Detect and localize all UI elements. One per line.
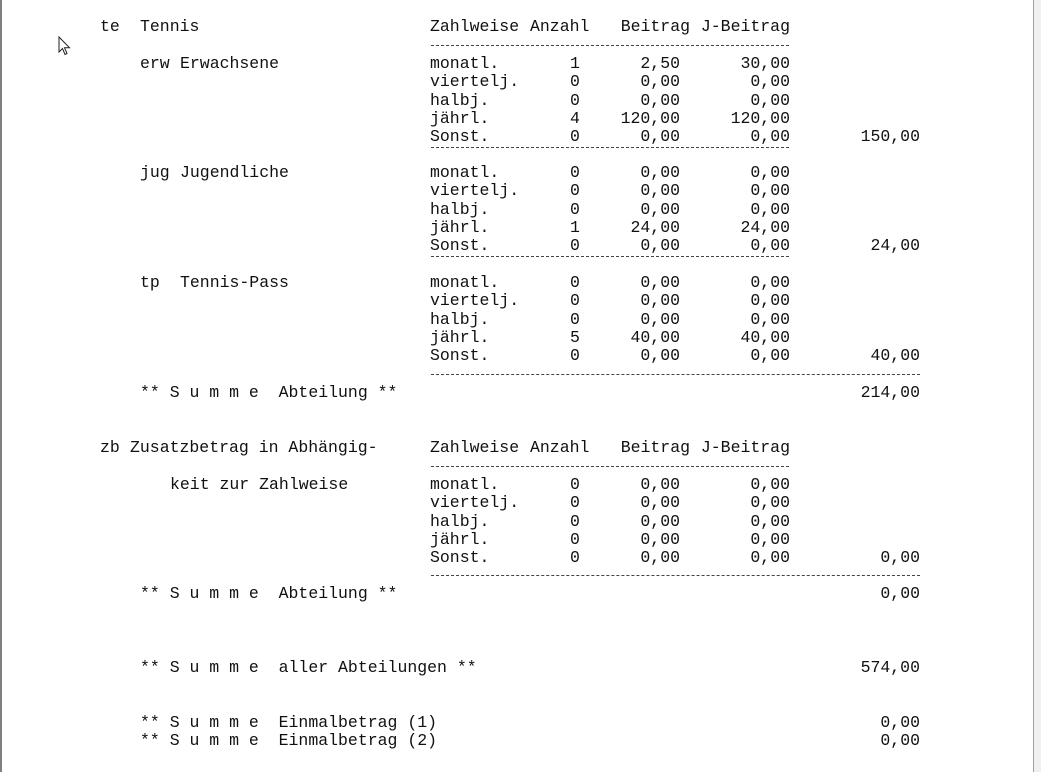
- beitrag-cell: 0,00: [640, 475, 680, 494]
- jbeitrag-cell: 0,00: [750, 72, 790, 92]
- zahlweise-cell: monatl.: [430, 54, 500, 73]
- anzahl-cell: 0: [570, 511, 580, 531]
- group-separator: [431, 147, 789, 148]
- group-name: Tennis-Pass: [180, 273, 289, 292]
- beitrag-cell: 120,00: [620, 108, 680, 128]
- jbeitrag-cell: 0,00: [750, 127, 790, 147]
- column-header-beitrag: Beitrag: [620, 17, 690, 36]
- anzahl-cell: 0: [570, 236, 580, 256]
- anzahl-cell: 0: [570, 163, 580, 182]
- jbeitrag-cell: 40,00: [740, 327, 790, 347]
- zahlweise-cell: monatl.: [430, 273, 500, 292]
- zahlweise-cell: viertelj.: [430, 291, 520, 311]
- column-header-anzahl: Anzahl: [530, 438, 590, 457]
- zahlweise-cell: viertelj.: [430, 72, 520, 92]
- beitrag-cell: 0,00: [640, 163, 680, 182]
- anzahl-cell: 0: [570, 346, 580, 366]
- zahlweise-cell: Sonst.: [430, 548, 490, 568]
- beitrag-cell: 2,50: [640, 54, 680, 73]
- dept-sum-label: ** S u m m e Abteilung **: [140, 584, 398, 603]
- one-time-2-value: 0,00: [880, 731, 920, 750]
- header-separator: [431, 45, 789, 46]
- jbeitrag-cell: 0,00: [750, 90, 790, 110]
- jbeitrag-cell: 0,00: [750, 475, 790, 494]
- beitrag-cell: 0,00: [640, 181, 680, 201]
- jbeitrag-cell: 0,00: [750, 273, 790, 292]
- mouse-cursor-icon: [58, 36, 71, 56]
- jbeitrag-cell: 120,00: [730, 108, 790, 128]
- beitrag-cell: 0,00: [640, 273, 680, 292]
- group-total: 0,00: [880, 548, 920, 568]
- grand-total-value: 574,00: [860, 658, 920, 677]
- grand-total-label: ** S u m m e aller Abteilungen **: [140, 658, 477, 677]
- jbeitrag-cell: 0,00: [750, 181, 790, 201]
- dept-sum-separator: [431, 374, 920, 375]
- jbeitrag-cell: 0,00: [750, 548, 790, 568]
- dept-sum-label: ** S u m m e Abteilung **: [140, 383, 398, 402]
- beitrag-cell: 0,00: [640, 90, 680, 110]
- group-name: Erwachsene: [180, 54, 280, 73]
- anzahl-cell: 0: [570, 475, 580, 494]
- dept-name-continued: keit zur Zahlweise: [170, 475, 349, 494]
- column-header-jbeitrag: J-Beitrag: [700, 17, 790, 36]
- zahlweise-cell: halbj.: [430, 90, 490, 110]
- beitrag-cell: 0,00: [640, 236, 680, 256]
- zahlweise-cell: halbj.: [430, 199, 490, 219]
- zahlweise-cell: jährl.: [430, 529, 490, 549]
- column-header-zahlweise: Zahlweise: [430, 438, 520, 457]
- header-separator: [431, 466, 789, 467]
- jbeitrag-cell: 0,00: [750, 163, 790, 182]
- zahlweise-cell: viertelj.: [430, 181, 520, 201]
- one-time-1-label: ** S u m m e Einmalbetrag (1): [140, 713, 438, 732]
- group-total: 40,00: [870, 346, 920, 366]
- anzahl-cell: 5: [570, 327, 580, 347]
- column-header-beitrag: Beitrag: [620, 438, 690, 457]
- window-right-border: [1033, 0, 1041, 772]
- zahlweise-cell: jährl.: [430, 327, 490, 347]
- group-total: 24,00: [870, 236, 920, 256]
- beitrag-cell: 0,00: [640, 127, 680, 147]
- beitrag-cell: 0,00: [640, 199, 680, 219]
- zahlweise-cell: viertelj.: [430, 493, 520, 513]
- anzahl-cell: 0: [570, 181, 580, 201]
- jbeitrag-cell: 0,00: [750, 199, 790, 219]
- zahlweise-cell: monatl.: [430, 163, 500, 182]
- beitrag-cell: 0,00: [640, 72, 680, 92]
- beitrag-cell: 40,00: [630, 327, 680, 347]
- zahlweise-cell: halbj.: [430, 309, 490, 329]
- jbeitrag-cell: 30,00: [740, 54, 790, 73]
- anzahl-cell: 0: [570, 529, 580, 549]
- group-name: Jugendliche: [180, 163, 289, 182]
- anzahl-cell: 1: [570, 54, 580, 73]
- dept-sum-value: 0,00: [880, 584, 920, 603]
- beitrag-cell: 0,00: [640, 493, 680, 513]
- group-code: tp: [140, 273, 160, 292]
- beitrag-cell: 0,00: [640, 309, 680, 329]
- anzahl-cell: 0: [570, 72, 580, 92]
- zahlweise-cell: jährl.: [430, 217, 490, 237]
- jbeitrag-cell: 0,00: [750, 236, 790, 256]
- zahlweise-cell: Sonst.: [430, 127, 490, 147]
- column-header-anzahl: Anzahl: [530, 17, 590, 36]
- jbeitrag-cell: 0,00: [750, 309, 790, 329]
- group-total: 150,00: [860, 127, 920, 147]
- beitrag-cell: 0,00: [640, 346, 680, 366]
- zahlweise-cell: monatl.: [430, 475, 500, 494]
- dept-sum-separator: [431, 575, 920, 576]
- column-header-jbeitrag: J-Beitrag: [700, 438, 790, 457]
- group-separator: [431, 256, 789, 257]
- column-header-zahlweise: Zahlweise: [430, 17, 520, 36]
- one-time-2-label: ** S u m m e Einmalbetrag (2): [140, 731, 438, 750]
- dept-code: te: [100, 17, 120, 36]
- group-code: jug: [140, 163, 170, 182]
- group-code: erw: [140, 54, 170, 73]
- anzahl-cell: 0: [570, 90, 580, 110]
- zahlweise-cell: jährl.: [430, 108, 490, 128]
- anzahl-cell: 0: [570, 199, 580, 219]
- anzahl-cell: 1: [570, 217, 580, 237]
- jbeitrag-cell: 0,00: [750, 346, 790, 366]
- dept-code: zb: [100, 438, 120, 457]
- anzahl-cell: 0: [570, 493, 580, 513]
- beitrag-cell: 24,00: [630, 217, 680, 237]
- zahlweise-cell: Sonst.: [430, 236, 490, 256]
- beitrag-cell: 0,00: [640, 548, 680, 568]
- zahlweise-cell: halbj.: [430, 511, 490, 531]
- window-left-border: [0, 0, 2, 772]
- anzahl-cell: 0: [570, 291, 580, 311]
- anzahl-cell: 0: [570, 548, 580, 568]
- anzahl-cell: 0: [570, 309, 580, 329]
- jbeitrag-cell: 24,00: [740, 217, 790, 237]
- one-time-1-value: 0,00: [880, 713, 920, 732]
- dept-name: Tennis: [140, 17, 200, 36]
- dept-sum-value: 214,00: [860, 383, 920, 402]
- beitrag-cell: 0,00: [640, 291, 680, 311]
- jbeitrag-cell: 0,00: [750, 529, 790, 549]
- anzahl-cell: 0: [570, 127, 580, 147]
- jbeitrag-cell: 0,00: [750, 493, 790, 513]
- anzahl-cell: 4: [570, 108, 580, 128]
- dept-name: Zusatzbetrag in Abhängig-: [130, 438, 378, 457]
- anzahl-cell: 0: [570, 273, 580, 292]
- jbeitrag-cell: 0,00: [750, 291, 790, 311]
- jbeitrag-cell: 0,00: [750, 511, 790, 531]
- beitrag-cell: 0,00: [640, 511, 680, 531]
- beitrag-cell: 0,00: [640, 529, 680, 549]
- zahlweise-cell: Sonst.: [430, 346, 490, 366]
